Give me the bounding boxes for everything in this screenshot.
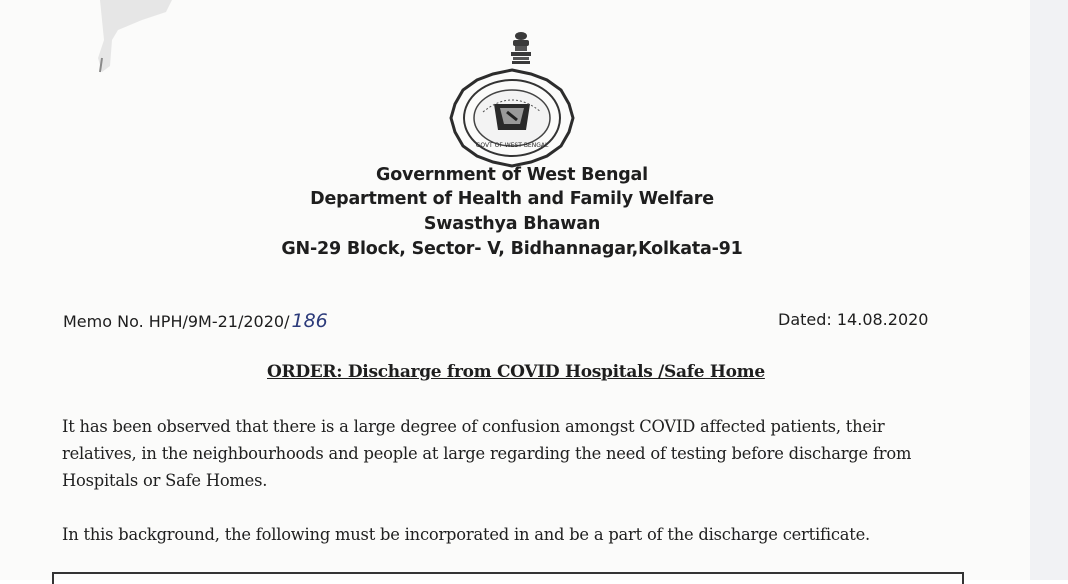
scan-margin [1030,0,1068,580]
header-department: Department of Health and Family Welfare [310,189,714,209]
discharge-table-top-edge [52,572,964,584]
body-paragraph-1: It has been observed that there is a large degree of confusion amongst COVID affected patients, their relatives, in the neighbourhoods and people at large regarding the need of testing before discharge from Hospitals or Safe Homes. [62,417,912,490]
west-bengal-seal-icon [447,68,577,168]
state-emblem-icon [501,30,541,70]
memo-date: Dated: 14.08.2020 [778,310,929,329]
seal-bottom-text: GOVT OF WEST BENGAL [475,142,549,149]
header-building: Swasthya Bhawan [423,214,601,234]
corner-scan-artifact [80,0,180,80]
header-government: Government of West Bengal [376,165,648,185]
body-paragraph-2: In this background, the following must be incorporated in and be a part of the discharge certificate. [62,525,871,544]
order-title: ORDER: Discharge from COVID Hospitals /Safe Home [267,362,765,382]
header-address: GN-29 Block, Sector- V, Bidhannagar,Kolkata-91 [281,239,743,259]
memo-handwritten-number: 186 [291,310,328,332]
memo-label: Memo No. HPH/9M-21/2020/ [63,312,290,331]
memo-number [63,310,328,332]
